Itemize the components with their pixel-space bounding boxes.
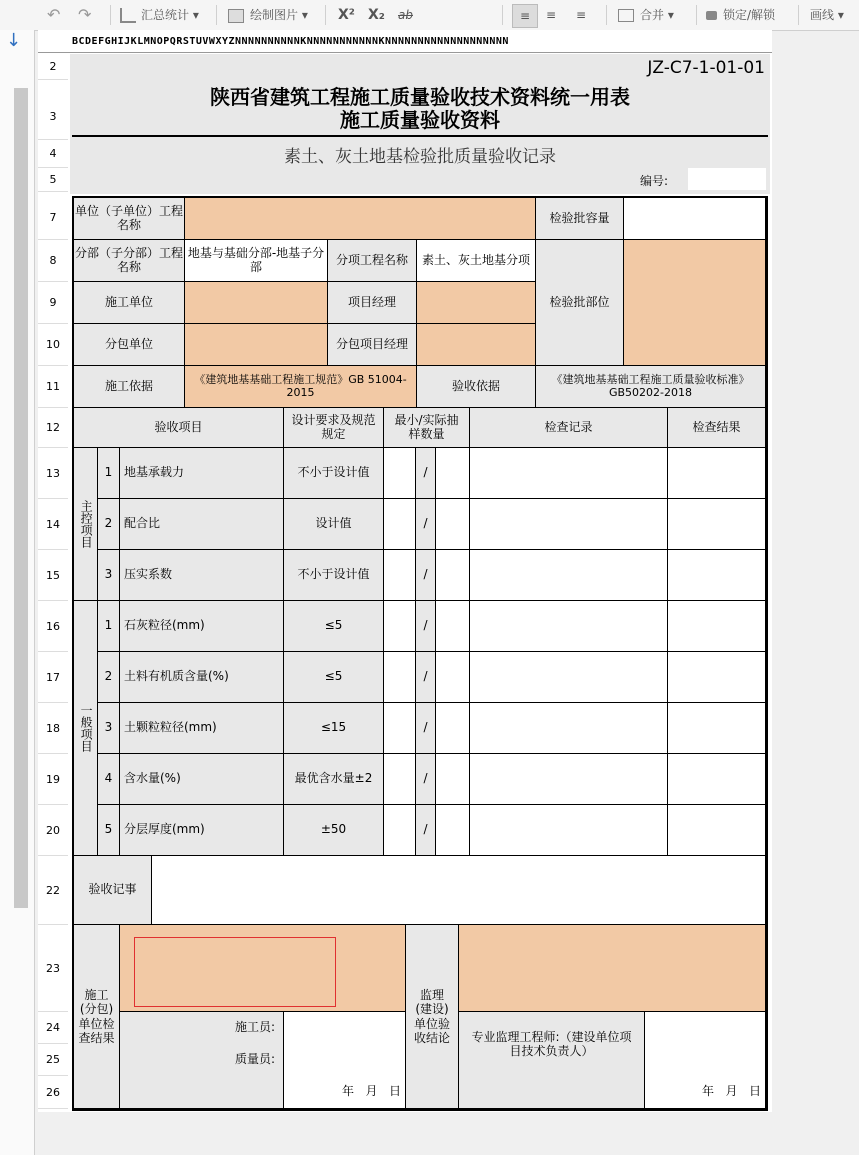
contractor-check-label: 施工(分包)单位检查结果: [74, 925, 120, 1109]
col-record-header: 检查记录: [470, 408, 668, 448]
item-requirement: ±50: [284, 805, 384, 856]
remarks-field[interactable]: [152, 856, 766, 925]
location-label: 检验批部位: [536, 240, 624, 366]
row-number[interactable]: 19: [38, 754, 68, 805]
arrow-down-icon[interactable]: ↓: [6, 30, 22, 51]
row-number[interactable]: 25: [38, 1044, 68, 1076]
sample-actual-field[interactable]: [436, 601, 470, 652]
row-number[interactable]: 16: [38, 601, 68, 652]
row-number[interactable]: 22: [38, 856, 68, 925]
check-result-field[interactable]: [668, 754, 766, 805]
supervisor-date: 年 月 日: [645, 1076, 766, 1109]
remarks-label: 验收记事: [74, 856, 152, 925]
chart-icon: [120, 8, 136, 23]
check-result-field[interactable]: [668, 601, 766, 652]
pm-field[interactable]: [417, 282, 536, 324]
pm-label: 项目经理: [328, 282, 417, 324]
row-number[interactable]: 23: [38, 925, 68, 1012]
sample-min-field[interactable]: [384, 703, 416, 754]
row-number[interactable]: 8: [38, 240, 68, 282]
row-number[interactable]: 7: [38, 196, 68, 240]
basis-field[interactable]: 《建筑地基基础工程施工规范》GB 51004-2015: [185, 366, 417, 408]
sample-actual-field[interactable]: [436, 652, 470, 703]
sample-slash: /: [416, 805, 436, 856]
worker-label: 施工员:: [120, 1012, 284, 1044]
row-number[interactable]: 18: [38, 703, 68, 754]
item-name: 配合比: [120, 499, 284, 550]
item-requirement: 不小于设计值: [284, 550, 384, 601]
summary-label: 汇总统计: [141, 8, 190, 22]
col-result-header: 检查结果: [668, 408, 766, 448]
unit-label: 单位（子单位）工程名称: [74, 198, 185, 240]
acceptance-basis-label: 验收依据: [417, 366, 536, 408]
check-record-field[interactable]: [470, 652, 668, 703]
check-result-field[interactable]: [668, 448, 766, 499]
check-record-field[interactable]: [470, 754, 668, 805]
undo-icon[interactable]: ↶: [47, 5, 61, 24]
subitem-field[interactable]: 素土、灰土地基分项: [417, 240, 536, 282]
number-field[interactable]: [688, 168, 766, 190]
contractor-field[interactable]: [185, 282, 328, 324]
merge-label: 合并: [640, 8, 665, 22]
item-requirement: ≤15: [284, 703, 384, 754]
row-number[interactable]: 14: [38, 499, 68, 550]
sub-pm-label: 分包项目经理: [328, 324, 417, 366]
col-item-header: 验收项目: [74, 408, 284, 448]
sample-slash: /: [416, 754, 436, 805]
sample-actual-field[interactable]: [436, 448, 470, 499]
superscript-button[interactable]: X²: [338, 7, 355, 23]
item-requirement: ≤5: [284, 652, 384, 703]
check-result-field[interactable]: [668, 805, 766, 856]
check-record-field[interactable]: [470, 805, 668, 856]
subcontractor-field[interactable]: [185, 324, 328, 366]
sample-actual-field[interactable]: [436, 499, 470, 550]
check-record-field[interactable]: [470, 448, 668, 499]
item-name: 地基承载力: [120, 448, 284, 499]
unit-field[interactable]: [185, 198, 536, 240]
row-number[interactable]: 11: [38, 366, 68, 408]
sample-min-field[interactable]: [384, 499, 416, 550]
signature-box[interactable]: [134, 937, 336, 1007]
sample-min-field[interactable]: [384, 805, 416, 856]
sample-slash: /: [416, 448, 436, 499]
vertical-scrollbar[interactable]: [14, 88, 28, 908]
sub-pm-field[interactable]: [417, 324, 536, 366]
number-label: 编号:: [640, 174, 669, 188]
page-title: 陕西省建筑工程施工质量验收技术资料统一用表: [210, 85, 630, 109]
subitem-label: 分项工程名称: [328, 240, 417, 282]
row-number[interactable]: 4: [38, 140, 68, 168]
draw-line-label: 画线: [810, 8, 835, 22]
item-number: 1: [98, 448, 120, 499]
row-number[interactable]: 10: [38, 324, 68, 366]
quality-field[interactable]: [284, 1044, 406, 1076]
sample-actual-field[interactable]: [436, 703, 470, 754]
subdivision-field[interactable]: 地基与基础分部-地基子分部: [185, 240, 328, 282]
column-header: [38, 32, 772, 53]
subscript-button[interactable]: X₂: [368, 7, 385, 23]
summary-button[interactable]: 汇总统计 ▾: [120, 0, 199, 30]
sample-min-field[interactable]: [384, 601, 416, 652]
sample-slash: /: [416, 499, 436, 550]
main-group-label: 主控项目: [74, 448, 98, 601]
item-requirement: 设计值: [284, 499, 384, 550]
align-right-icon[interactable]: ≡: [576, 8, 587, 22]
page-title-2: 施工质量验收资料: [340, 108, 500, 132]
merge-button[interactable]: 合并 ▾: [618, 0, 674, 30]
strikethrough-button[interactable]: ab: [398, 8, 413, 22]
item-name: 压实系数: [120, 550, 284, 601]
check-record-field[interactable]: [470, 499, 668, 550]
capacity-field[interactable]: [624, 198, 766, 240]
check-record-field[interactable]: [470, 703, 668, 754]
item-number: 4: [98, 754, 120, 805]
subdivision-label: 分部（子分部）工程名称: [74, 240, 185, 282]
item-name: 土颗粒粒径(mm): [120, 703, 284, 754]
item-name: 土料有机质含量(%): [120, 652, 284, 703]
item-name: 含水量(%): [120, 754, 284, 805]
check-result-field[interactable]: [668, 652, 766, 703]
column-letters: BCDEFGHIJKLMNOPQRSTUVWXYZNNNNNNNNNNKNNNNNNNNNNNKNNNNNNNNNNNNNNNNNNN: [72, 36, 509, 47]
image-icon: [228, 9, 244, 23]
draw-image-button[interactable]: 绘制图片 ▾: [228, 0, 308, 30]
col-sample-header: 最小/实际抽样数量: [384, 408, 470, 448]
item-requirement: ≤5: [284, 601, 384, 652]
general-group-label: 一般项目: [74, 601, 98, 856]
sample-min-field[interactable]: [384, 754, 416, 805]
supervisor-field[interactable]: [459, 925, 766, 1012]
title-divider: [72, 135, 768, 137]
contractor-date: 年 月 日: [284, 1076, 406, 1109]
row-number[interactable]: 15: [38, 550, 68, 601]
location-field[interactable]: [624, 240, 766, 366]
item-number: 1: [98, 601, 120, 652]
acceptance-basis-field: 《建筑地基基础工程施工质量验收标准》GB50202-2018: [536, 366, 766, 408]
item-number: 2: [98, 652, 120, 703]
row-number[interactable]: 3: [38, 94, 68, 140]
sample-actual-field[interactable]: [436, 550, 470, 601]
sample-min-field[interactable]: [384, 448, 416, 499]
redo-icon[interactable]: ↷: [78, 5, 92, 24]
sample-slash: /: [416, 601, 436, 652]
basis-label: 施工依据: [74, 366, 185, 408]
subcontractor-label: 分包单位: [74, 324, 185, 366]
item-number: 2: [98, 499, 120, 550]
toolbar: [0, 0, 859, 31]
lock-label: 锁定/解锁: [723, 8, 776, 22]
item-number: 3: [98, 550, 120, 601]
draw-image-label: 绘制图片: [250, 8, 299, 22]
merge-icon: [618, 9, 634, 22]
check-result-field[interactable]: [668, 550, 766, 601]
check-result-field[interactable]: [668, 499, 766, 550]
row-number[interactable]: 12: [38, 408, 68, 448]
lock-icon: [706, 11, 717, 20]
row-number[interactable]: 5: [38, 168, 68, 192]
item-number: 5: [98, 805, 120, 856]
check-record-field[interactable]: [470, 601, 668, 652]
worker-field[interactable]: [284, 1012, 406, 1044]
row-number[interactable]: 17: [38, 652, 68, 703]
align-center-icon[interactable]: ≡: [546, 8, 557, 22]
draw-line-button[interactable]: 画线 ▾: [810, 8, 844, 22]
row-number[interactable]: 26: [38, 1076, 68, 1109]
left-panel: [0, 30, 35, 1155]
item-requirement: 不小于设计值: [284, 448, 384, 499]
item-number: 3: [98, 703, 120, 754]
row-number[interactable]: 20: [38, 805, 68, 856]
supervisor-label: 监理(建设)单位验收结论: [406, 925, 459, 1109]
row-number[interactable]: 13: [38, 448, 68, 499]
form-code: JZ-C7-1-01-01: [647, 58, 765, 78]
check-result-field[interactable]: [668, 703, 766, 754]
sample-slash: /: [416, 550, 436, 601]
contractor-label: 施工单位: [74, 282, 185, 324]
date-spacer-right: [459, 1076, 645, 1109]
item-requirement: 最优含水量±2: [284, 754, 384, 805]
sample-actual-field[interactable]: [436, 754, 470, 805]
sample-slash: /: [416, 652, 436, 703]
align-left-icon[interactable]: ≡: [512, 4, 538, 28]
supervisor-engineer-label: 专业监理工程师:（建设单位项目技术负责人）: [459, 1012, 645, 1076]
check-record-field[interactable]: [470, 550, 668, 601]
item-name: 石灰粒径(mm): [120, 601, 284, 652]
row-number[interactable]: 9: [38, 282, 68, 324]
quality-label: 质量员:: [120, 1044, 284, 1076]
date-spacer-left: [120, 1076, 284, 1109]
sample-actual-field[interactable]: [436, 805, 470, 856]
item-name: 分层厚度(mm): [120, 805, 284, 856]
lock-button[interactable]: [706, 0, 775, 30]
sample-min-field[interactable]: [384, 550, 416, 601]
supervisor-engineer-field[interactable]: [645, 1012, 766, 1076]
form-subtitle: 素土、灰土地基检验批质量验收记录: [284, 147, 556, 167]
row-number[interactable]: 24: [38, 1012, 68, 1044]
sample-min-field[interactable]: [384, 652, 416, 703]
col-design-header: 设计要求及规范规定: [284, 408, 384, 448]
sample-slash: /: [416, 703, 436, 754]
row-number[interactable]: 2: [38, 54, 68, 80]
capacity-label: 检验批容量: [536, 198, 624, 240]
